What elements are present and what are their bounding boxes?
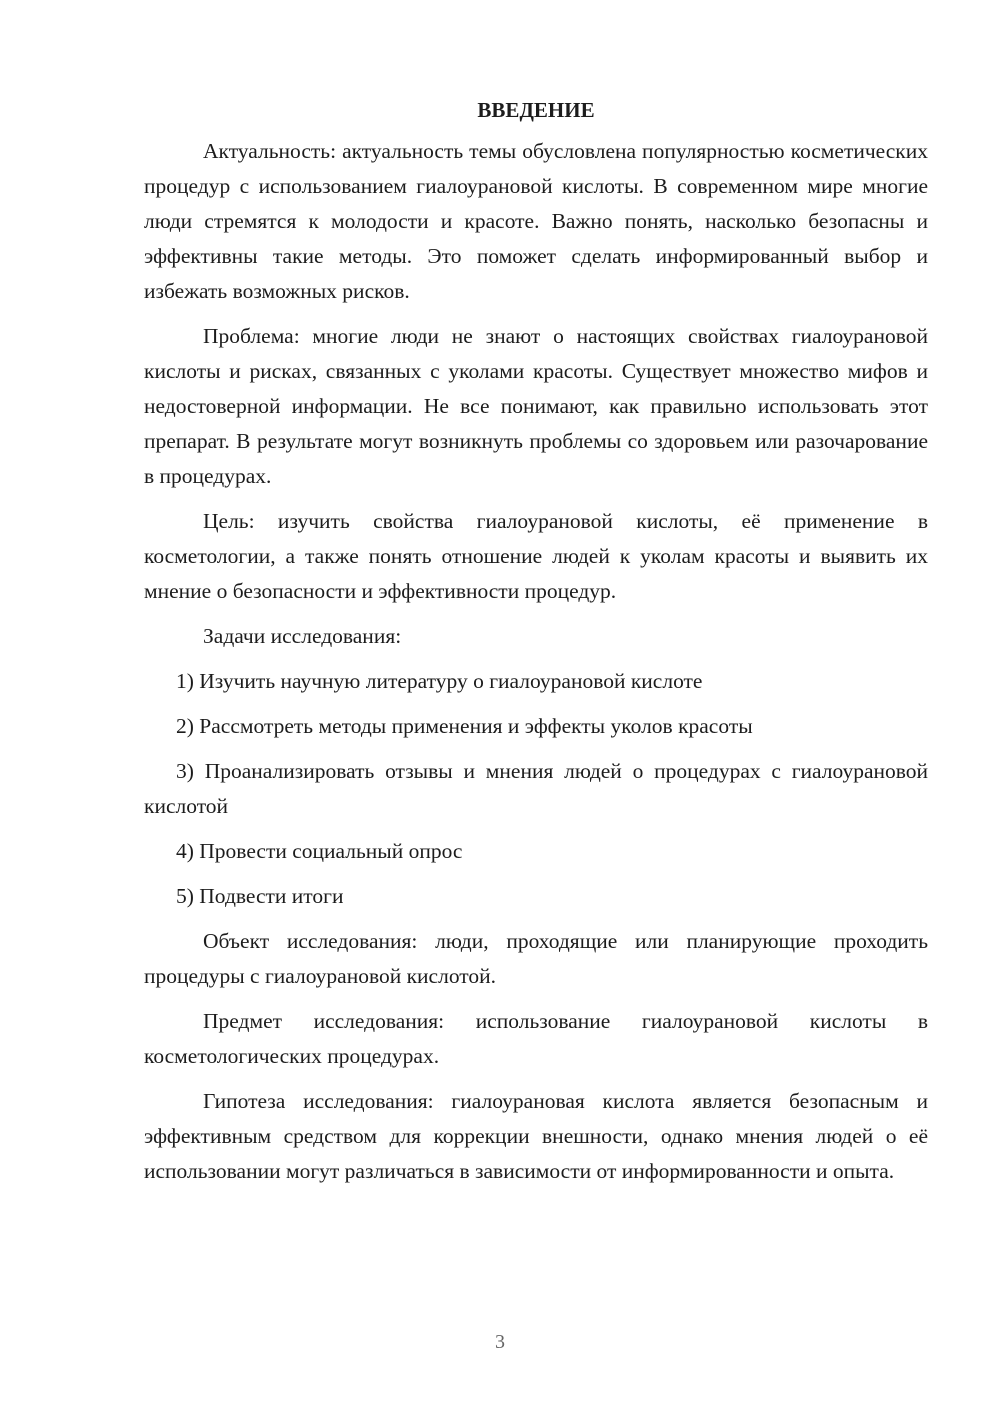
paragraph-problem: Проблема: многие люди не знают о настоящих свойствах гиалоурановой кислоты и рисках, связанных с уколами красоты. Существует множество мифов и недостоверной информации. Не все понимают, как правильно использовать этот препарат. В результате могут возникнуть проблемы со здоровьем или разочарование в процедурах. [144,324,928,488]
document-page [144,92,928,1199]
paragraph-hypothesis: Гипотеза исследования: гиалоурановая кислота является безопасным и эффективным средством для коррекции внешности, однако мнения людей о её использовании могут различаться в зависимости от информированности и опыта. [144,1089,928,1183]
paragraph-object: Объект исследования: люди, проходящие или планирующие проходить процедуры с гиалоурановой кислотой. [144,929,928,988]
task-item-2: 2) Рассмотреть методы применения и эффекты уколов красоты [176,714,753,738]
task-item-5: 5) Подвести итоги [176,884,344,908]
paragraph-goal: Цель: изучить свойства гиалоурановой кислоты, её применение в косметологии, а также понять отношение людей к уколам красоты и выявить их мнение о безопасности и эффективности процедур. [144,509,928,603]
task-item-3: 3) Проанализировать отзывы и мнения людей о процедурах с гиалоурановой кислотой [144,759,928,818]
task-item-1: 1) Изучить научную литературу о гиалоурановой кислоте [176,669,703,693]
task-item-4: 4) Провести социальный опрос [176,839,463,863]
paragraph-subject: Предмет исследования: использование гиалоурановой кислоты в косметологических процедурах. [144,1009,928,1068]
page-title: ВВЕДЕНИЕ [477,98,595,122]
paragraph-tasks-heading: Задачи исследования: [203,624,402,648]
page-number: 3 [495,1331,505,1353]
paragraph-relevance: Актуальность: актуальность темы обусловлена популярностью косметических процедур с использованием гиалоурановой кислоты. В современном мире многие люди стремятся к молодости и красоте. Важно понять, насколько безопасны и эффективны такие методы. Это поможет сделать информированный выбор и избежать возможных рисков. [144,139,928,303]
